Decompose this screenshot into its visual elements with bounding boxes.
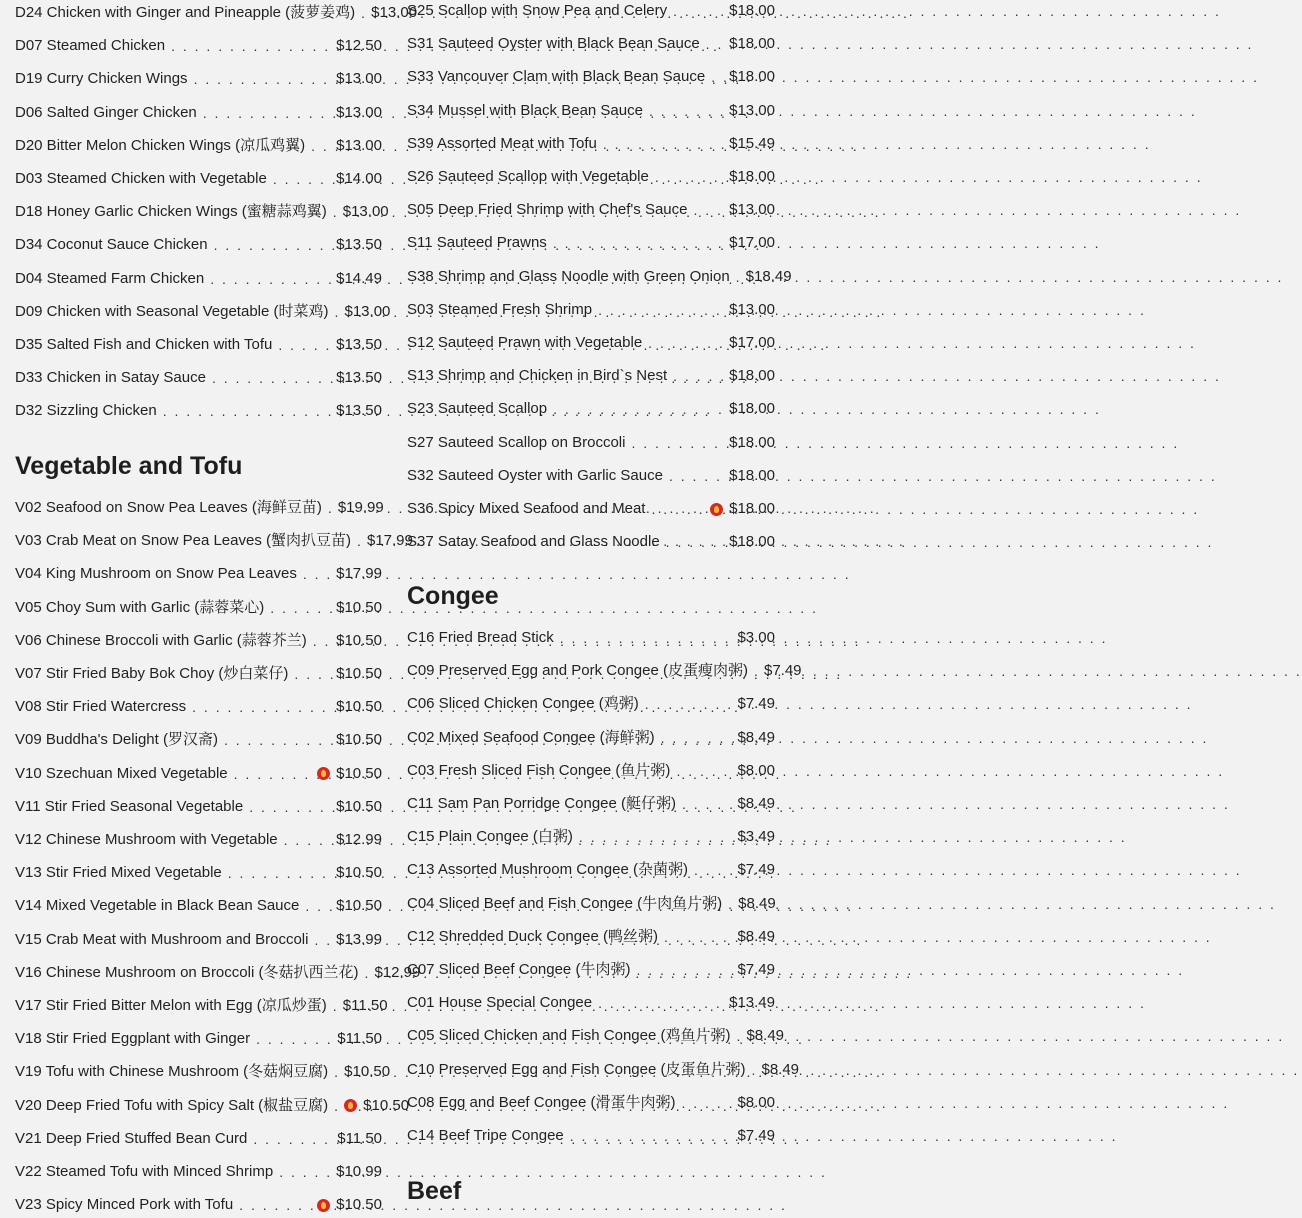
menu-item-row[interactable] [407,990,775,1016]
menu-item-price: $18.00 [729,68,775,86]
menu-item-row[interactable] [407,430,775,456]
menu-item-row[interactable] [407,658,802,684]
menu-item-name: C04 Sliced Beef and Fish Congee (牛肉鱼片粥) [407,894,723,912]
menu-item-row[interactable] [407,691,775,717]
menu-item-row[interactable] [407,264,792,290]
fire-icon [710,503,723,516]
menu-item-price: $3.49 [737,828,775,846]
menu-item-row[interactable] [15,1093,410,1119]
dot-leader [655,164,727,190]
menu-item-row[interactable] [407,924,775,950]
menu-item-name: V06 Chinese Broccoli with Garlic (蒜蓉芥兰) [15,631,307,649]
menu-item-name: D03 Steamed Chicken with Vegetable [15,170,267,187]
menu-item-row[interactable] [407,496,775,522]
menu-item-price: $10.50 [336,731,382,749]
menu-item-price: $13.50 [336,336,382,353]
menu-item-name: C02 Mixed Seafood Congee (海鲜粥) [407,728,655,746]
menu-item-name: V03 Crab Meat on Snow Pea Leaves (蟹肉扒豆苗) [15,532,351,550]
dot-leader [334,1059,342,1085]
menu-item-price: $11.50 [337,1129,382,1147]
menu-item-name: C14 Beef Tripe Congee [407,1127,564,1144]
menu-item-price: $14.49 [336,269,382,287]
menu-item-name: C10 Preserved Egg and Fish Congee (皮蛋鱼片粥) [407,1060,746,1078]
menu-item-price: $8.49 [761,1060,800,1078]
menu-item-price: $7.49 [737,695,775,713]
menu-item-row[interactable] [15,166,382,192]
menu-item-price: $18.00 [729,2,775,19]
menu-item-name: S11 Sauteed Prawns [407,234,547,252]
dot-leader [256,1026,335,1052]
menu-item-row[interactable] [15,528,413,554]
dot-leader [603,131,727,157]
menu-item-price: $19.99 [337,499,384,516]
menu-item-price: $13.49 [729,994,775,1012]
dot-leader [278,332,334,358]
menu-item-row[interactable] [407,891,775,917]
menu-item-price: $8.00 [737,761,775,779]
menu-item-row[interactable] [15,1159,382,1185]
dot-leader [224,727,334,753]
menu-item-name: D06 Salted Ginger Chicken [15,103,197,121]
menu-item-name: S05 Deep Fried Shrimp with Chef's Sauce [407,201,688,219]
menu-item-name: C06 Sliced Chicken Congee (鸡粥) [407,695,639,713]
menu-item-name: D18 Honey Garlic Chicken Wings (蜜糖蒜鸡翼) [15,203,327,221]
menu-item-price: $12.99 [336,831,382,848]
menu-item-row[interactable] [15,1026,382,1052]
menu-item-name: V15 Crab Meat with Mushroom and Broccoli [15,930,309,948]
menu-item-row[interactable] [407,625,775,651]
menu-item-price: $12.50 [336,37,382,55]
menu-item-name: S33 Vancouver Clam with Black Bean Sauce [407,68,706,86]
menu-item-price: $10.50 [336,631,382,649]
menu-item-price: $17.00 [729,234,775,252]
menu-item-price: $8.49 [746,1027,785,1045]
dot-leader [311,133,334,159]
menu-item-row[interactable] [407,1090,775,1116]
menu-item-row[interactable] [15,133,382,159]
menu-item-price: $7.49 [737,861,775,879]
dot-leader [270,595,334,621]
dot-leader [294,661,334,687]
dot-leader [334,1093,342,1119]
menu-item-name: S38 Shrimp and Glass Noodle with Green Onion [407,267,730,285]
menu-item-price: $8.49 [737,927,775,945]
menu-item-name: V16 Chinese Mushroom on Broccoli (冬菇扒西兰花) [15,963,359,981]
menu-item-price: $18.00 [729,400,775,418]
menu-item-row[interactable] [407,131,775,157]
menu-item-price: $7.49 [737,1127,775,1144]
menu-item-price: $3.00 [737,629,775,646]
menu-item-row[interactable] [15,299,391,325]
menu-item-row[interactable] [15,1059,391,1085]
menu-item-price: $10.50 [344,1063,391,1081]
menu-item-row[interactable] [15,561,382,587]
menu-item-name: S32 Sauteed Oyster with Garlic Sauce [407,466,663,484]
menu-item-row[interactable] [407,1123,775,1149]
dot-leader [669,463,727,489]
menu-item-name: V04 King Mushroom on Snow Pea Leaves [15,565,297,583]
menu-item-row[interactable] [15,794,382,820]
menu-item-row[interactable] [407,31,775,57]
menu-item-price: $17.99 [366,532,413,550]
menu-item-name: V20 Deep Fried Tofu with Spicy Salt (椒盐豆腐) [15,1096,329,1114]
menu-item-row[interactable] [407,1057,800,1083]
dot-leader [673,363,727,389]
dot-leader [279,1159,334,1185]
menu-item-row[interactable] [15,365,382,391]
dot-leader [249,794,334,820]
menu-item-row[interactable] [407,957,775,983]
dot-leader [560,625,736,651]
menu-item-price: $10.50 [336,698,382,716]
menu-item-price: $13.00 [344,302,391,320]
menu-item-row[interactable] [15,266,382,292]
dot-leader [553,396,727,422]
dot-leader [273,166,334,192]
dot-leader [664,924,736,950]
dot-leader [212,365,334,391]
dot-leader [553,230,727,256]
dot-leader [751,1057,759,1083]
dot-leader [314,927,334,953]
menu-item-price: $13.50 [336,369,382,387]
menu-item-price: $10.50 [336,764,382,782]
menu-item-price: $11.50 [337,1030,382,1048]
dot-leader [645,691,736,717]
menu-item-price: $13.50 [336,236,382,254]
dot-leader [210,266,334,292]
dot-leader [736,264,744,290]
menu-item-name: S03 Steamed Fresh Shrimp [407,300,593,318]
menu-item-row[interactable] [15,66,382,92]
menu-item-name: D34 Coconut Sauce Chicken [15,236,208,254]
menu-item-name: S37 Satay Seafood and Glass Noodle [407,533,660,551]
dot-leader [364,960,372,986]
menu-item-name: C12 Shredded Duck Congee (鸭丝粥) [407,927,658,945]
menu-item-name: V23 Spicy Minced Pork with Tofu [15,1196,234,1214]
menu-item-row[interactable] [15,960,421,986]
dot-leader [328,495,336,521]
menu-item-row[interactable] [407,396,775,422]
menu-item-row[interactable] [15,1126,382,1152]
dot-leader [303,561,334,587]
section-heading-beef: Beef [407,1177,462,1205]
menu-item-price: $7.49 [763,662,802,680]
dot-leader [313,628,334,654]
menu-item-price: $14.00 [336,170,382,187]
menu-item-price: $10.99 [336,1163,382,1180]
menu-item-name: D24 Chicken with Ginger and Pineapple (菠萝姜鸡) [15,4,356,21]
menu-item-price: $13.00 [371,4,418,21]
menu-item-price: $10.50 [336,897,382,915]
menu-item-name: D07 Steamed Chicken [15,37,166,55]
menu-item-row[interactable] [407,758,775,784]
menu-item-name: D04 Steamed Farm Chicken [15,269,205,287]
menu-item-name: C07 Sliced Beef Congee (牛肉粥) [407,961,631,978]
menu-item-name: V09 Buddha's Delight (罗汉斋) [15,731,218,749]
menu-item-name: V02 Seafood on Snow Pea Leaves (海鲜豆苗) [15,499,322,516]
menu-item-row[interactable] [407,230,775,256]
dot-leader [706,31,727,57]
dot-leader [694,857,736,883]
menu-item-row[interactable] [407,98,775,124]
dot-leader [676,758,735,784]
menu-item-name: D35 Salted Fish and Chicken with Tofu [15,336,273,353]
menu-item-row[interactable] [407,529,775,555]
menu-item-price: $13.99 [336,930,382,948]
dot-leader [666,529,727,555]
dot-leader [357,528,365,554]
menu-item-name: C03 Fresh Sliced Fish Congee (鱼片粥) [407,761,671,779]
menu-item-name: C01 House Special Congee [407,994,593,1012]
menu-item-row[interactable] [407,197,775,223]
dot-leader [694,197,728,223]
menu-item-name: D09 Chicken with Seasonal Vegetable (时菜鸡) [15,302,329,320]
menu-item-price: $10.50 [336,598,382,616]
dot-leader [305,893,334,919]
dot-leader [333,993,341,1019]
menu-item-name: V12 Chinese Mushroom with Vegetable [15,831,278,848]
menu-item-price: $10.50 [363,1096,410,1114]
menu-item-price: $18.00 [729,35,775,53]
menu-item-name: S36 Spicy Mixed Seafood and Meat [407,500,646,517]
menu-item-price: $10.50 [336,797,382,815]
menu-item-name: D32 Sizzling Chicken [15,402,157,420]
menu-item-price: $8.49 [737,728,775,746]
menu-item-row[interactable] [407,0,775,24]
dot-leader [631,430,727,456]
menu-item-row[interactable] [15,398,382,424]
dot-leader [284,827,334,853]
dot-leader [214,232,334,258]
menu-item-name: S39 Assorted Meat with Tofu [407,134,597,152]
section-heading-congee: Congee [407,582,499,610]
menu-item-row[interactable] [15,860,382,886]
menu-item-row[interactable] [15,0,418,26]
menu-item-name: V17 Stir Fried Bitter Melon with Egg (凉瓜炒蛋) [15,997,327,1014]
menu-item-row[interactable] [407,463,775,489]
menu-item-name: S12 Sauteed Prawn with Vegetable [407,334,643,351]
dot-leader [228,860,334,886]
menu-item-price: $18.00 [729,500,775,517]
fire-icon [317,1199,330,1212]
dot-leader [253,1126,335,1152]
menu-item-price: $8.49 [738,894,776,912]
menu-item-row[interactable] [407,164,775,190]
menu-item-price: $15.49 [729,134,775,152]
menu-item-price: $10.50 [336,1196,382,1214]
dot-leader [598,297,727,323]
menu-item-name: V21 Deep Fried Stuffed Bean Curd [15,1129,248,1147]
menu-item-name: S25 Scallop with Snow Pea and Celery [407,2,668,19]
menu-item-row[interactable] [407,725,775,751]
menu-item-row[interactable] [15,661,382,687]
menu-item-row[interactable] [15,893,382,919]
menu-item-name: C16 Fried Bread Stick [407,629,554,646]
menu-item-name: V05 Choy Sum with Garlic (蒜蓉菜心) [15,598,265,616]
menu-item-name: S31 Sauteed Oyster with Black Bean Sauce [407,35,700,53]
dot-leader [234,761,315,787]
menu-item-price: $13.00 [729,201,775,219]
menu-item-name: S27 Sauteed Scallop on Broccoli [407,433,626,451]
menu-item-row[interactable] [15,927,382,953]
menu-item-name: V19 Tofu with Chinese Mushroom (冬菇焖豆腐) [15,1063,329,1081]
menu-item-row[interactable] [407,857,775,883]
menu-item-price: $10.50 [336,665,382,682]
dot-leader [728,891,736,917]
menu-item-row[interactable] [407,64,775,90]
menu-item-name: V08 Stir Fried Watercress [15,698,187,716]
dot-leader [636,957,735,983]
menu-item-name: D20 Bitter Melon Chicken Wings (凉瓜鸡翼) [15,136,306,154]
menu-item-row[interactable] [15,232,382,258]
menu-item-price: $13.50 [336,402,382,420]
menu-item-row[interactable] [15,199,389,225]
menu-item-price: $18.00 [729,367,775,385]
menu-item-price: $18.00 [729,466,775,484]
menu-item-row[interactable] [15,495,382,521]
menu-item-name: V14 Mixed Vegetable in Black Bean Sauce [15,897,300,915]
menu-item-name: S13 Shrimp and Chicken in Bird`s Nest [407,367,668,385]
menu-item-name: C11 Sam Pan Porridge Congee (艇仔粥) [407,795,677,812]
menu-item-row[interactable] [15,827,382,853]
menu-item-name: V07 Stir Fried Baby Bok Choy (炒白菜仔) [15,665,289,682]
menu-item-row[interactable] [15,332,382,358]
dot-leader [333,199,341,225]
dot-leader [754,658,762,684]
section-heading-vegetable-tofu: Vegetable and Tofu [15,452,243,480]
menu-item-price: $7.49 [737,961,775,978]
menu-item-name: D19 Curry Chicken Wings [15,70,188,88]
menu-item-price: $13.00 [342,203,389,221]
menu-item-price: $8.49 [737,795,775,812]
dot-leader [335,299,343,325]
menu-item-price: $13.00 [729,300,775,318]
menu-item-price: $17.99 [336,565,382,583]
menu-item-row[interactable] [407,1023,785,1049]
menu-item-name: C05 Sliced Chicken and Fish Congee (鸡鱼片粥) [407,1027,731,1045]
dot-leader [661,725,736,751]
menu-item-row[interactable] [15,993,388,1019]
menu-item-price: $13.00 [336,103,382,121]
menu-item-name: C08 Egg and Beef Congee (滑蛋牛肉粥) [407,1093,676,1111]
menu-item-price: $17.00 [729,334,775,351]
dot-leader [194,66,335,92]
menu-item-name: V10 Szechuan Mixed Vegetable [15,764,228,782]
menu-item-row[interactable] [15,761,382,787]
menu-item-row[interactable] [15,595,382,621]
menu-item-row[interactable] [15,1192,382,1218]
dot-leader [648,330,727,356]
menu-item-row[interactable] [407,824,775,850]
menu-item-price: $18.00 [729,433,775,451]
menu-item-name: V13 Stir Fried Mixed Vegetable [15,864,222,882]
dot-leader [682,791,735,817]
dot-leader [192,694,334,720]
menu-item-name: D33 Chicken in Satay Sauce [15,369,206,387]
menu-item-name: V11 Stir Fried Seasonal Vegetable [15,797,244,815]
dot-leader [651,496,708,522]
menu-item-price: $11.50 [342,997,388,1014]
menu-item-price: $13.00 [336,136,382,154]
dot-leader [361,0,369,26]
menu-item-row[interactable] [407,363,775,389]
menu-item-name: S23 Sauteed Scallop [407,400,548,418]
dot-leader [736,1023,744,1049]
menu-item-price: $12.99 [374,963,421,981]
dot-leader [711,64,727,90]
menu-item-name: V18 Stir Fried Eggplant with Ginger [15,1030,251,1048]
menu-item-row[interactable] [15,100,382,126]
menu-item-row[interactable] [407,330,775,356]
dot-leader [681,1090,735,1116]
menu-item-row[interactable] [15,694,382,720]
menu-item-name: S34 Mussel with Black Bean Sauce [407,101,643,119]
dot-leader [171,33,334,59]
dot-leader [570,1123,736,1149]
menu-item-price: $18.00 [729,168,775,185]
menu-item-name: C09 Preserved Egg and Pork Congee (皮蛋瘦肉粥) [407,662,748,680]
menu-item-row[interactable] [407,297,775,323]
dot-leader [239,1192,315,1218]
menu-item-row[interactable] [15,628,382,654]
menu-item-name: C13 Assorted Mushroom Congee (杂菌粥) [407,861,688,879]
dot-leader [649,98,727,124]
menu-item-name: V22 Steamed Tofu with Minced Shrimp [15,1163,274,1180]
menu-item-row[interactable] [15,33,382,59]
dot-leader [203,100,334,126]
menu-item-price: $10.50 [336,864,382,882]
dot-leader [163,398,334,424]
menu-item-name: C15 Plain Congee (白粥) [407,828,573,846]
dot-leader [673,0,727,24]
menu-item-row[interactable] [407,791,775,817]
dot-leader [598,990,727,1016]
dot-leader [579,824,736,850]
menu-item-price: $18.49 [745,267,792,285]
menu-item-name: S26 Sauteed Scallop with Vegetable [407,168,649,185]
menu-item-price: $13.00 [729,101,775,119]
menu-item-row[interactable] [15,727,382,753]
menu-item-price: $13.00 [336,70,382,88]
menu-item-price: $18.00 [729,533,775,551]
menu-item-price: $8.00 [737,1093,775,1111]
